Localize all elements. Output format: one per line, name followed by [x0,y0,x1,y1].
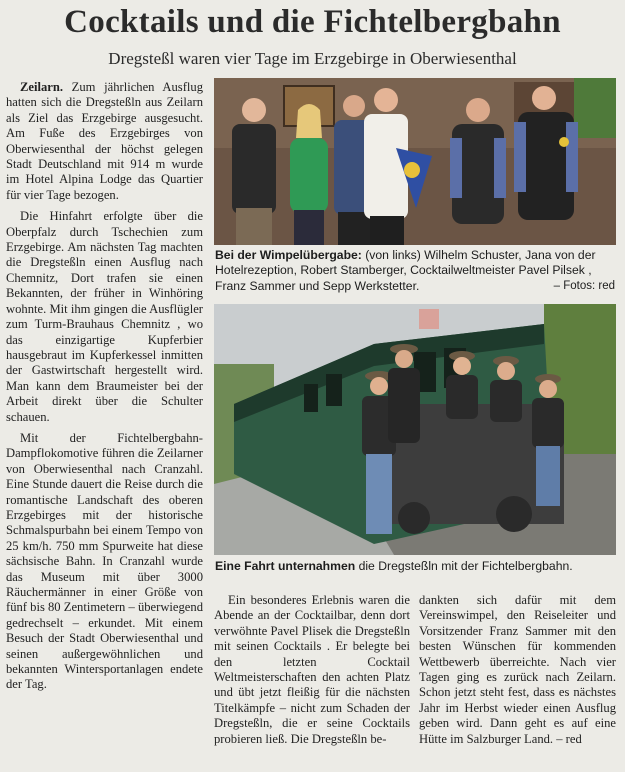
paragraph-1-text: Zum jährlichen Ausflug hatten sich die Dregsteßln aus Zeilarn als Ziel das Erzgebirge ausgesucht. Am Fuße des Erzgebirges von Oberwiesenthal der höchst gelegen Stadt Deutschland mit 914 m wurde im Hotel Alpina Lodge das Quartier für vier Tage bezogen. [6,80,203,202]
photo-2-caption [215,559,615,574]
paragraph-5: dankten sich dafür mit dem Vereinswimpel, den Reiseleiter und Vorsitzender Franz Sammer mit den besten Wünschen für kommenden Wettbewerb überreichte. Nach vier Tagen ging es zurück nach Zeilarn. Schon jetzt steht fest, dass es nächstes Jahr im Herbst wieder einen Ausflug geben wird. Dann geht es auf eine Hütte im Salzburger Land. – red [419,593,616,746]
caption-2-text: die Dregsteßln mit der Fichtelbergbahn. [355,559,573,573]
subheadline: Dregsteßl waren vier Tage im Erzgebirge in Oberwiesenthal [108,49,517,68]
photo-credit: – Fotos: red [553,279,615,292]
article-column-2 [214,593,410,747]
article-column-1 [6,80,203,693]
photo-fichtelbergbahn-train [214,304,616,555]
article-column-3 [419,593,616,747]
photo-1-caption [215,248,615,294]
paragraph-4: Ein besonderes Erlebnis waren die Abende an der Cocktailbar, denn dort verwöhnte Pavel Plisek die Dregsteßln mit seinen Cocktails . Er belegte bei den letzten Cocktail Weltmeisterschaften den achten Platz und übt jetzt fleißig für die nächsten Titelkämpfe – nicht zum Schaden der Dregsteßln, die er seine Cocktails probieren ließ. Die Dregsteßln be- [214,593,410,746]
photo-pennant-handover [214,78,616,245]
caption-2-lead: Eine Fahrt unternahmen [215,559,356,573]
paragraph-2: Die Hinfahrt erfolgte über die Oberpfalz durch Tschechien zum Erzgebirge. Am nächsten Tag machten die Dregsteßln einen Ausflug nach Chemnitz, Dort trafen sie einen Bekannten, der früher in Winhöring wohnte. Mit ihm gingen die Ausflügler zum Turm-Brauhaus Chemnitz , wo das einzigartige Kupferbier hausgebraut im Kupferkessel inmitten der Gastwirtschaft hergestellt wird. Man kann dem Braumeister bei der Arbeit direkt über die Schulter schauen. [6,209,203,424]
caption-1-text: (von links) Wilhelm Schuster, Jana von der Hotelrezeption, Robert Stamberger, Cocktailweltmeister Pavel Pilsek , Franz Sammer und Sepp Werkstetter. [215,248,596,293]
dateline: Zeilarn. [20,80,64,94]
paragraph-1 [6,80,203,203]
headline: Cocktails und die Fichtelbergbahn [64,4,561,40]
caption-1-lead: Bei der Wimpelübergabe: [215,248,362,262]
paragraph-3: Mit der Fichtelbergbahn-Dampflokomotive führen die Zeilarner von Oberwiesenthal nach Cranzahl. Eine Stunde dauert die Reise durch die romantische Landschaft des oberen Erzgebirges mit der historische Schmalspurbahn bei einem Tempo von 25 km/h. 750 mm Spurweite hat diese sächsische Bahn. In Cranzahl wurde das Museum mit über 3000 Räuchermänner in einer Größe von fünf bis 80 Zentimetern – überwiegend gedrechselt – erkundet. Mit einem Besuch der Stadt Oberwiesenthal und seinen außergewöhnlichen und bekannten Wintersportanlagen endete der Tag. [6,430,203,692]
